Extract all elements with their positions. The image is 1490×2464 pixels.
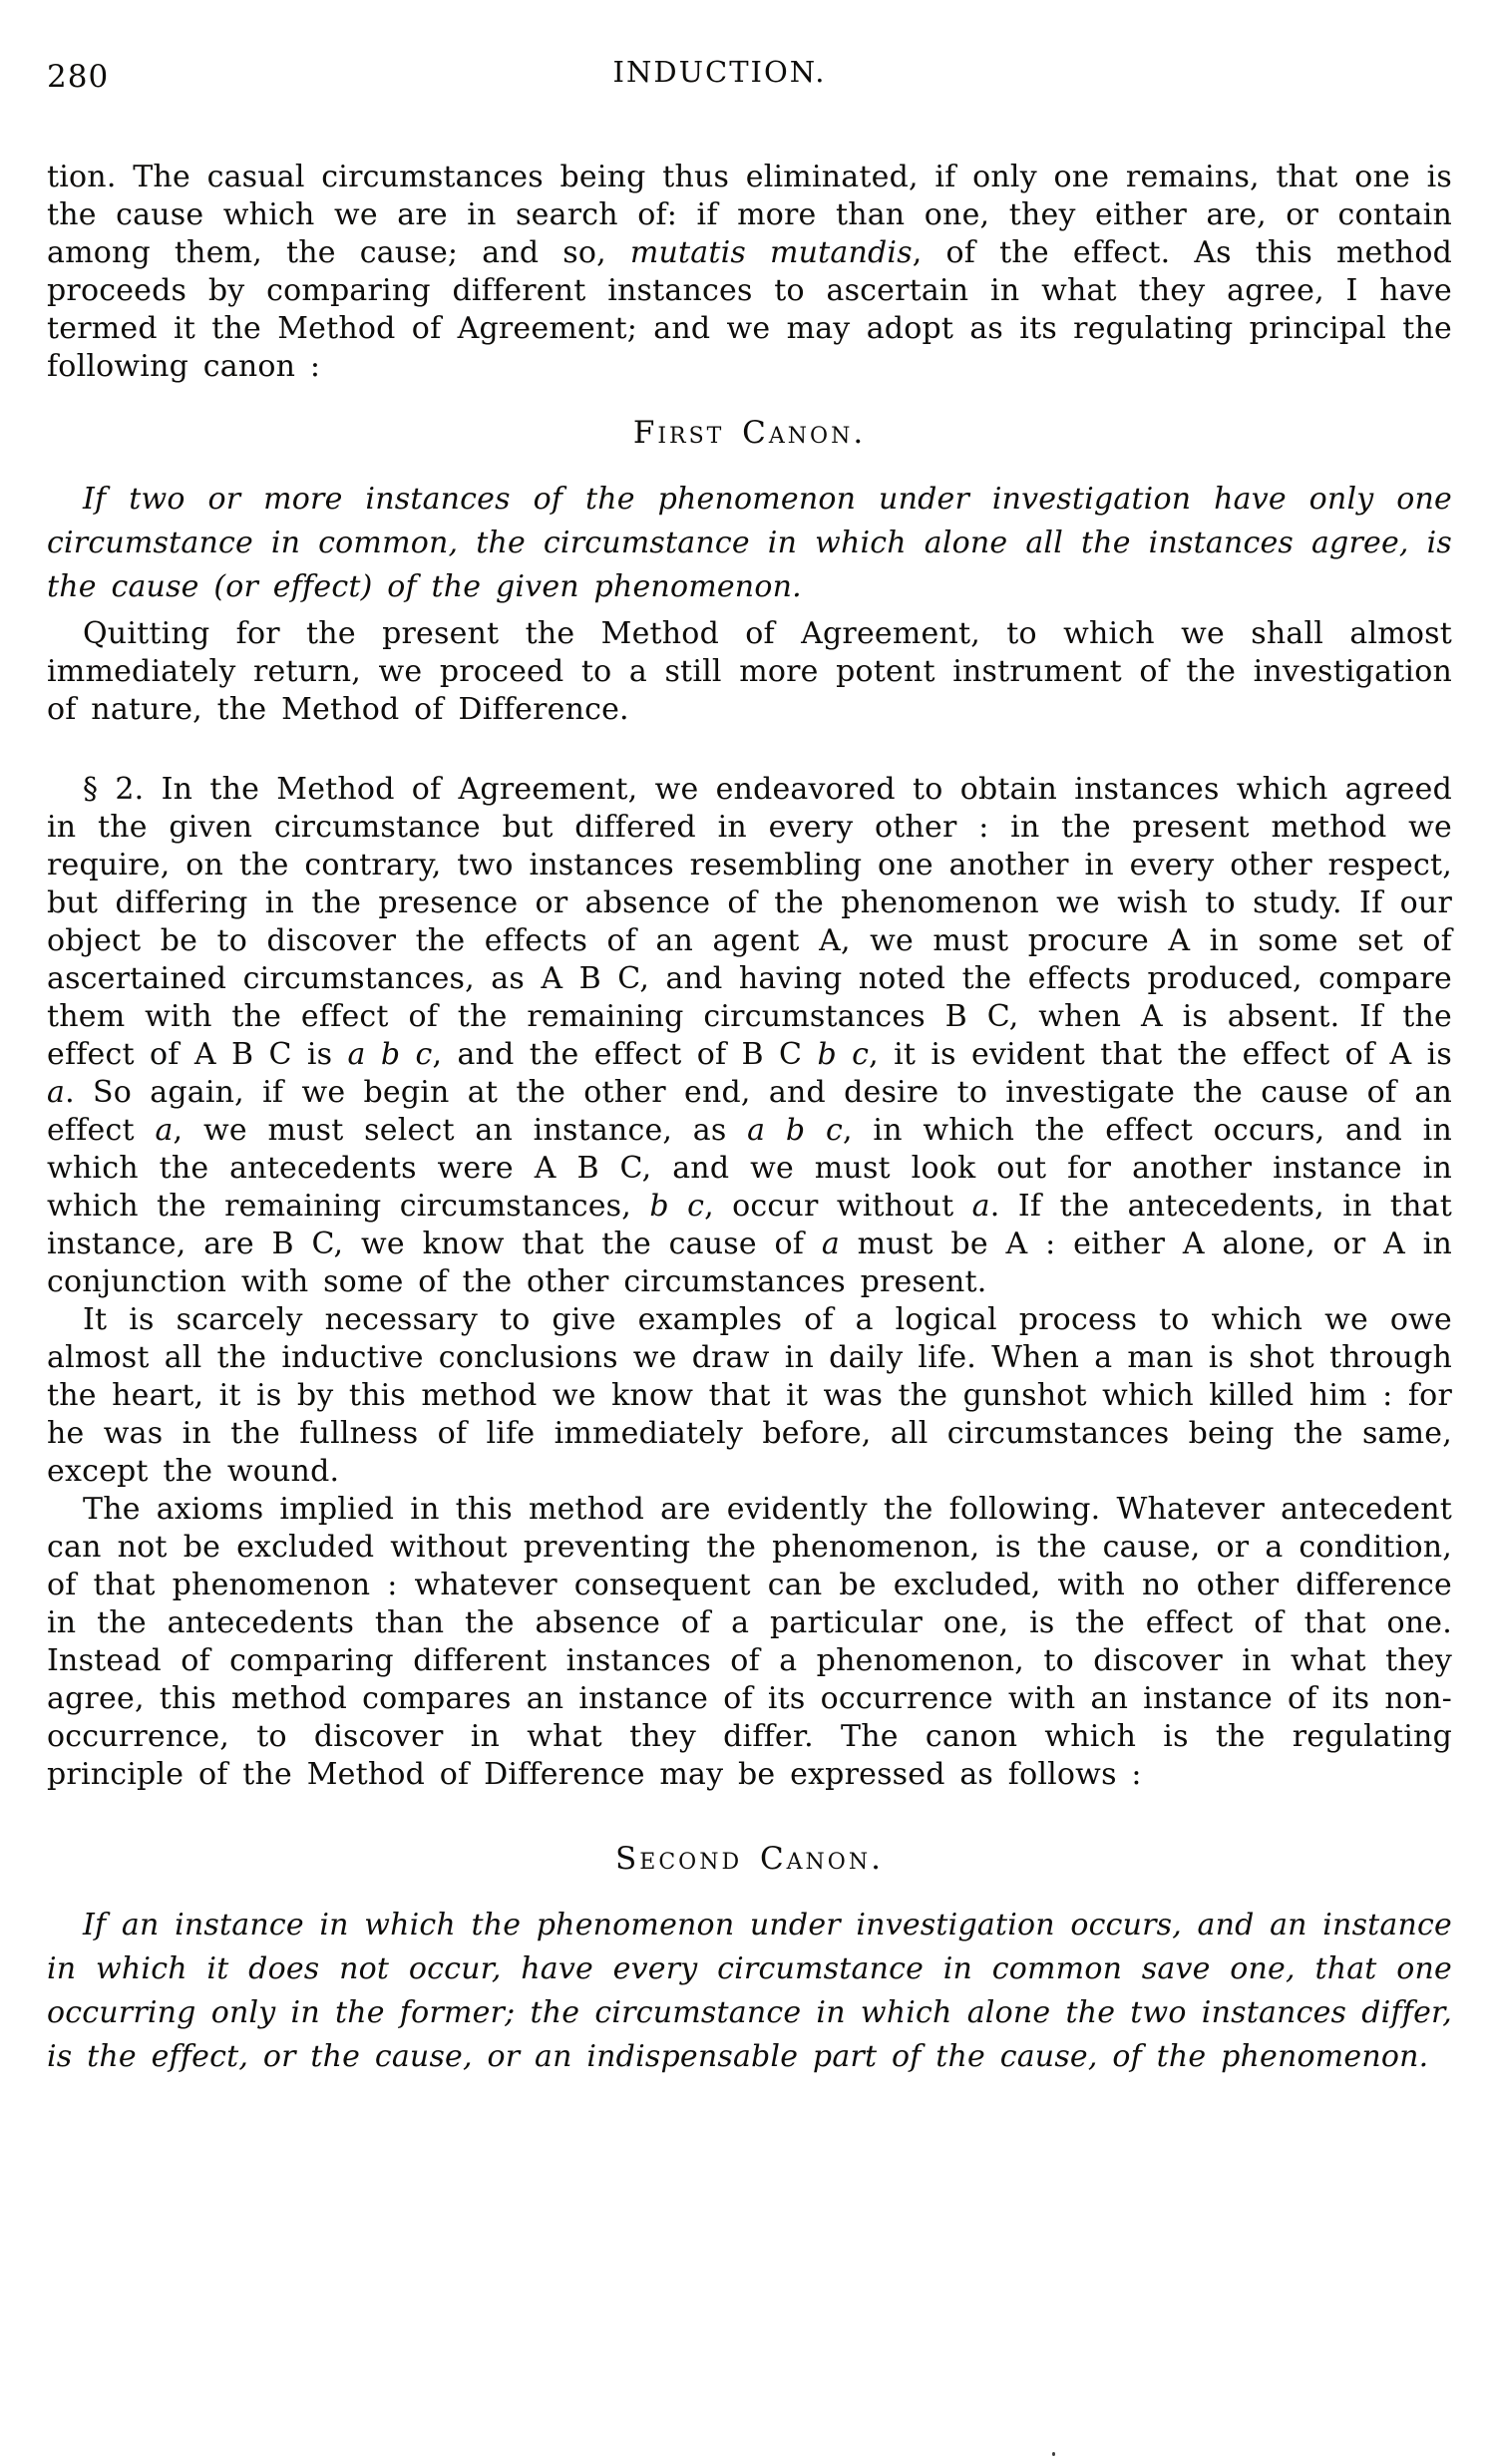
text-segment: a b c xyxy=(747,1113,844,1148)
page-number: 280 xyxy=(47,59,110,95)
text-segment: , we must select an instance, as xyxy=(173,1113,748,1148)
text-segment: a xyxy=(821,1227,840,1261)
heading-second-canon: Second Canon. xyxy=(615,1841,884,1877)
paragraph-continuation xyxy=(47,159,1452,386)
text-segment: mutatis mutandis xyxy=(629,235,913,270)
heading-first-canon: First Canon. xyxy=(632,415,867,451)
text-segment: a xyxy=(971,1189,990,1224)
paragraph-examples: It is scarcely necessary to give examples of a logical process to which we owe almost all the inductive conclusions we draw in daily life. When a man is shot through the heart, it is by this method we know that it was the gunshot which killed him : for he was in the fullness of life immediately before, all circumstances being the same, except the wound. xyxy=(47,1302,1452,1489)
text-segment: tion. The casual circumstances being thus eliminated, if only one remains, that one is the cause which we are in search of: if more than one, they either are, or contain among them, the cause; and so, xyxy=(47,160,1452,270)
page-body xyxy=(47,159,1452,2079)
text-segment: b c xyxy=(817,1037,870,1072)
text-segment: § 2. In the Method of Agreement, we endeavored to obtain instances which agreed in the given circumstance but differed in every other : in the present method we require, on the contrary, two instances resembling one another in every other respect, but differing in the presence or absence of the phenomenon we wish to study. If our object be to discover the effects of an agent A, we must procure A in some set of ascertained circumstances, as A B C, and having noted the effects produced, compare them with the effect of the remaining circumstances B C, when A is absent. If the effect of A B C is xyxy=(47,772,1452,1072)
text-segment: , and the effect of B C xyxy=(432,1037,818,1072)
text-segment: , of the effect. As this method proceeds by comparing different instances to ascertain in what they agree, I have termed it the Method of Agreement; and we may adopt as its regulating principal the following canon : xyxy=(47,235,1452,384)
paragraph-quitting: Quitting for the present the Method of Agreement, to which we shall almost immediately return, we proceed to a still more potent instrument of the investigation of nature, the Method of Difference. xyxy=(47,616,1452,727)
text-segment: , in which the effect occurs, and in which the antecedents were A B C, and we must look out for another instance in which the remaining circumstances, xyxy=(47,1113,1452,1224)
text-segment: must be A : either A alone, or A in conjunction with some of the other circumstances present. xyxy=(47,1227,1452,1299)
text-segment: a b c xyxy=(347,1037,433,1072)
first-canon-text: If two or more instances of the phenomenon under investigation have only one circumstance in common, the circumstance in which alone all the instances agree, is the cause (or effect) of the given phenomenon. xyxy=(47,482,1452,604)
text-segment: , it is evident that the effect of A is xyxy=(869,1037,1452,1072)
paragraph-axioms: The axioms implied in this method are evidently the following. Whatever antecedent can not be excluded without preventing the phenomenon, is the cause, or a condition, of that phenomenon : whatever consequent can be excluded, with no other difference in the antecedents than the absence of a particular one, is the effect of that one. Instead of comparing different instances of a phenomenon, to discover in what they agree, this method compares an instance of its occurrence with an instance of its non-occurrence, to discover in what they differ. The canon which is the regulating principle of the Method of Difference may be expressed as follows : xyxy=(47,1492,1452,1792)
text-segment: . So again, if we begin at the other end, and desire to investigate the cause of an effect xyxy=(47,1075,1452,1148)
page-header xyxy=(47,55,1452,95)
scan-speck xyxy=(1052,2452,1055,2456)
second-canon-text: If an instance in which the phenomenon under investigation occurs, and an instance in which it does not occur, have every circumstance in common save one, that one occurring only in the former; the circumstance in which alone the two instances differ, is the effect, or the cause, or an indispensable part of the cause, of the phenomenon. xyxy=(47,1908,1452,2074)
text-segment: , occur without xyxy=(704,1189,972,1224)
text-segment: b c xyxy=(649,1189,705,1224)
text-segment: . If the antecedents, in that instance, are B C, we know that the cause of xyxy=(47,1189,1452,1261)
paragraph-section-2 xyxy=(47,771,1452,1301)
running-head: INDUCTION. xyxy=(612,55,827,89)
text-segment: a xyxy=(47,1075,66,1110)
text-segment: a xyxy=(155,1113,174,1148)
